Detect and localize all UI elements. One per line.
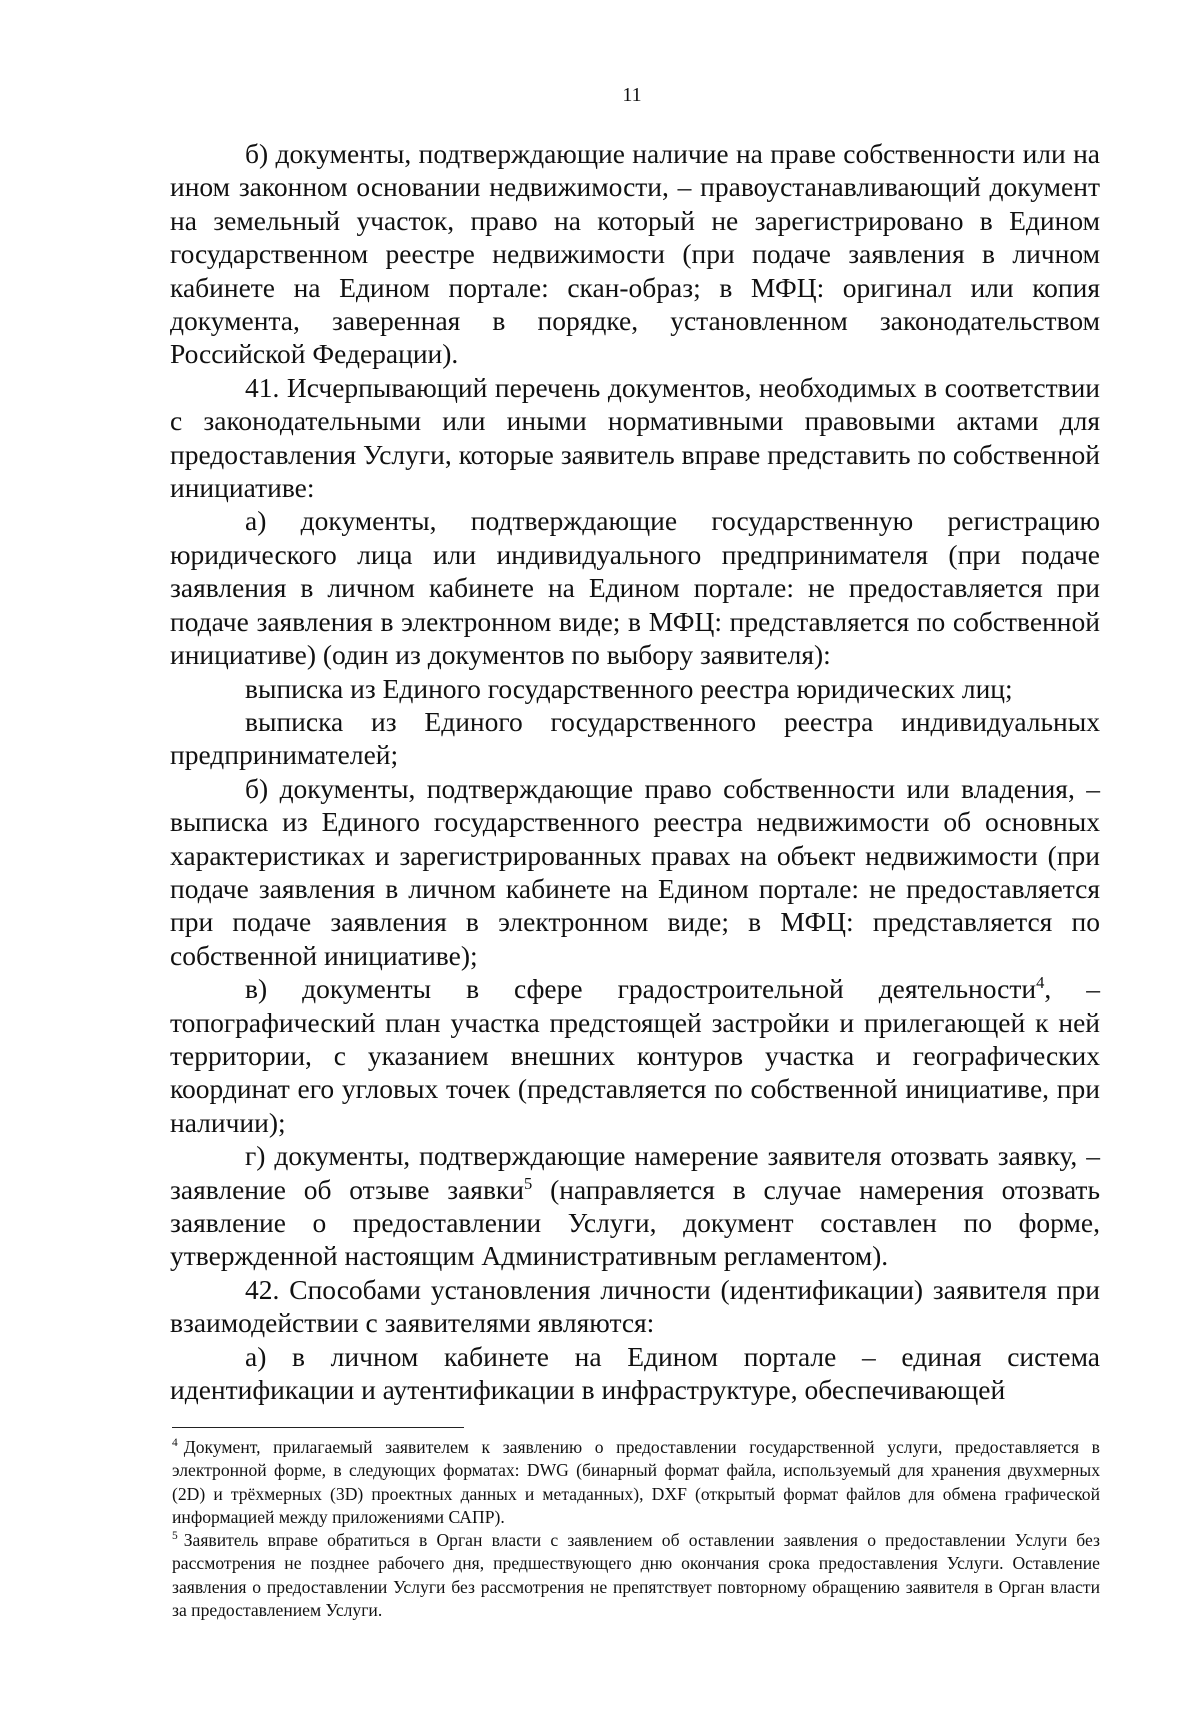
footnote-separator xyxy=(172,1427,464,1428)
footnotes xyxy=(172,1436,1100,1622)
footnote-ref-4: 4 xyxy=(1036,973,1045,992)
footnote-5 xyxy=(172,1529,1100,1622)
paragraph-a-identification: а) в личном кабинете на Едином портале – единая система идентификации и аутентификации в инфраструктуре, обеспечивающей xyxy=(170,1340,1100,1406)
footnote-5-mark: 5 xyxy=(172,1530,178,1543)
main-text xyxy=(170,137,1100,1406)
footnote-4-mark: 4 xyxy=(172,1437,178,1450)
paragraph-v-urban-planning xyxy=(170,972,1100,1139)
paragraph-b-ownership: б) документы, подтверждающие наличие на праве собственности или на ином законном основании недвижимости, – правоустанавливающий документ на земельный участок, право на который не зарегистрировано в Едином государственном реестре недвижимости (при подаче заявления в личном кабинете на Едином портале: скан-образ; в МФЦ: оригинал или копия документа, заверенная в порядке, установленном законодательством Российской Федерации). xyxy=(170,138,1100,370)
paragraph-extract-legal: выписка из Единого государственного реестра юридических лиц; xyxy=(245,672,1013,704)
page-number: 11 xyxy=(622,84,642,106)
paragraph-g-text-end: (направляется в случае намерения отозвать заявление о предоставлении Услуги, документ составлен по форме, утвержденной настоящим Административным регламентом). xyxy=(170,1173,1100,1272)
footnote-4 xyxy=(172,1436,1100,1529)
paragraph-v-text-start: в) документы в сфере градостроительной деятельности xyxy=(245,973,1037,1005)
paragraph-41: 41. Исчерпывающий перечень документов, необходимых в соответствии с законодательными или иными нормативными правовыми актами для предоставления Услуги, которые заявитель вправе представить по собственной инициативе: xyxy=(170,371,1100,504)
paragraph-g-withdrawal xyxy=(170,1139,1100,1273)
footnote-5-text: Заявитель вправе обратиться в Орган власти с заявлением об оставлении заявления о предоставлении Услуги без рассмотрения не позднее рабочего дня, предшествующего дню окончания срока предоставления Услуги. Оставление заявления о предоставлении Услуги без рассмотрения не препятствует повторному обращению заявителя в Орган власти за предоставлением Услуги. xyxy=(172,1530,1100,1621)
footnote-ref-5: 5 xyxy=(524,1173,533,1193)
paragraph-b-property-rights: б) документы, подтверждающие право собственности или владения, – выписка из Единого государственного реестра недвижимости об основных характеристиках и зарегистрированных правах на объект недвижимости (при подаче заявления в личном кабинете на Едином портале: не предоставляется при подаче заявления в электронном виде; в МФЦ: представляется по собственной инициативе); xyxy=(170,772,1100,971)
paragraph-g-text-start: г) документы, подтверждающие намерение заявителя отозвать заявку, – заявление об отзыве заявки xyxy=(170,1140,1100,1205)
paragraph-v-text-end: , – топографический план участка предстоящей застройки и прилегающей к ней территории, с указанием внешних контуров участка и географических координат его угловых точек (представляется по собственной инициативе, при наличии); xyxy=(170,973,1101,1138)
paragraph-a-registration: а) документы, подтверждающие государственную регистрацию юридического лица или индивидуального предпринимателя (при подаче заявления в личном кабинете на Едином портале: не предоставляется при подаче заявления в электронном виде; в МФЦ: представляется по собственной инициативе) (один из документов по выбору заявителя): xyxy=(170,505,1100,671)
paragraph-42: 42. Способами установления личности (идентификации) заявителя при взаимодействии с заявителями являются: xyxy=(170,1273,1100,1339)
paragraph-extract-entrepreneurs: выписка из Единого государственного реестра индивидуальных предпринимателей; xyxy=(170,705,1100,771)
footnote-4-text: Документ, прилагаемый заявителем к заявлению о предоставлении государственной услуги, предоставляется в электронной форме, в следующих форматах: DWG (бинарный формат файла, используемый для хранения двухмерных (2D) и трёхмерных (3D) проектных данных и метаданных), DXF (открытый формат файлов для обмена графической информацией между приложениями САПР). xyxy=(172,1437,1100,1527)
